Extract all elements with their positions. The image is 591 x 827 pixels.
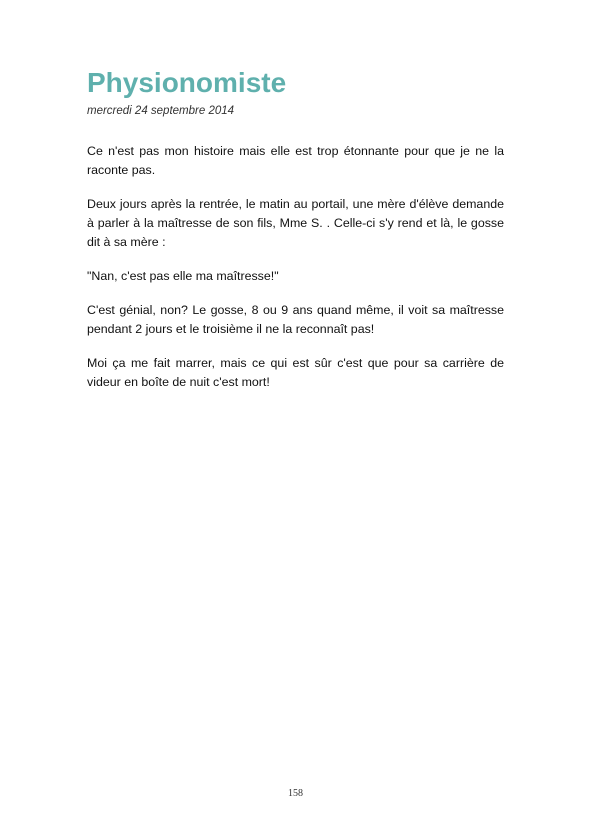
page-title: Physionomiste xyxy=(87,67,287,98)
paragraph-comment: C'est génial, non? Le gosse, 8 ou 9 ans quand même, il voit sa maîtresse pendant 2 jours et le troisième il ne la reconnaît pas! xyxy=(87,303,504,336)
article-body xyxy=(87,142,504,407)
paragraph-conclusion: Moi ça me fait marrer, mais ce qui est sûr c'est que pour sa carrière de videur en boîte de nuit c'est mort! xyxy=(87,356,504,389)
post-date: mercredi 24 septembre 2014 xyxy=(87,105,235,117)
paragraph-intro: Ce n'est pas mon histoire mais elle est trop étonnante pour que je ne la raconte pas. xyxy=(87,144,504,177)
page-number: 158 xyxy=(288,788,303,799)
paragraph-quote: "Nan, c'est pas elle ma maîtresse!" xyxy=(87,269,279,283)
paragraph-story: Deux jours après la rentrée, le matin au portail, une mère d'élève demande à parler à la maîtresse de son fils, Mme S. . Celle-ci s'y rend et là, le gosse dit à sa mère : xyxy=(87,197,504,249)
